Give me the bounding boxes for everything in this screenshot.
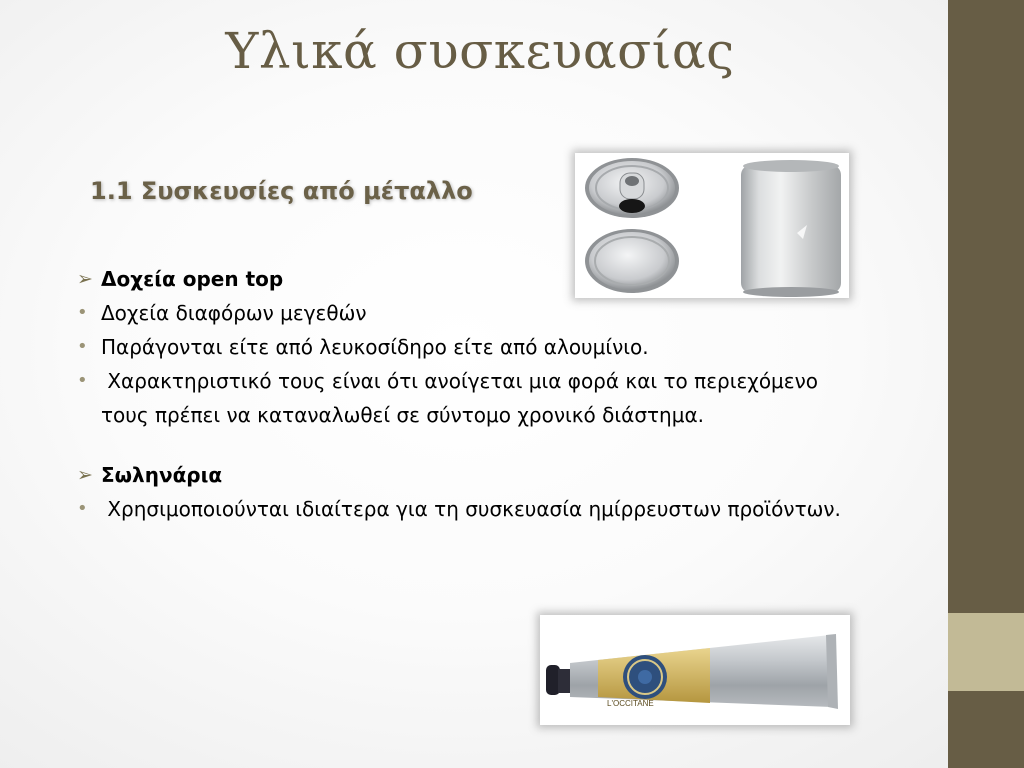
dot-bullet-icon: • [77,336,88,357]
list-item-text: Παράγονται είτε από λευκοσίδηρο είτε από αλουμίνιο. [101,335,649,359]
section-heading-tubes [77,458,847,492]
metal-can-illustration [575,153,849,298]
dot-bullet-icon: • [77,498,88,519]
list-item-text: Χαρακτηριστικό τους είναι ότι ανοίγεται μια φορά και το περιεχόμενο τους πρέπει να καταναλωθεί σε σύντομο χρονικό διάστημα. [101,369,825,427]
list-item [77,492,847,526]
list-item [77,296,847,330]
dot-bullet-icon: • [77,370,88,391]
sidebar-accent-band [948,613,1024,691]
slide-title: Υλικά συσκευασίας [225,22,735,80]
bullet-content [77,262,847,526]
dot-bullet-icon: • [77,302,88,323]
section-heading-label: Σωληνάρια [101,463,223,487]
list-item [77,330,847,364]
list-item-text: Δοχεία διαφόρων μεγεθών [101,301,367,325]
arrowhead-bullet-icon: ➢ [77,268,93,290]
section-heading-label: Δοχεία open top [101,267,284,291]
tube-image [540,615,850,725]
metal-can-image [575,153,849,298]
slide-subtitle: 1.1 Συσκευσίες από μέταλλο [90,177,473,205]
list-item [77,364,847,432]
arrowhead-bullet-icon: ➢ [77,464,93,486]
tube-illustration [540,615,850,725]
list-item-text: Χρησιμοποιούνται ιδιαίτερα για τη συσκευασία ημίρρευστων προϊόντων. [101,497,841,521]
tube-brand-text: L'OCCITANE [607,699,654,708]
